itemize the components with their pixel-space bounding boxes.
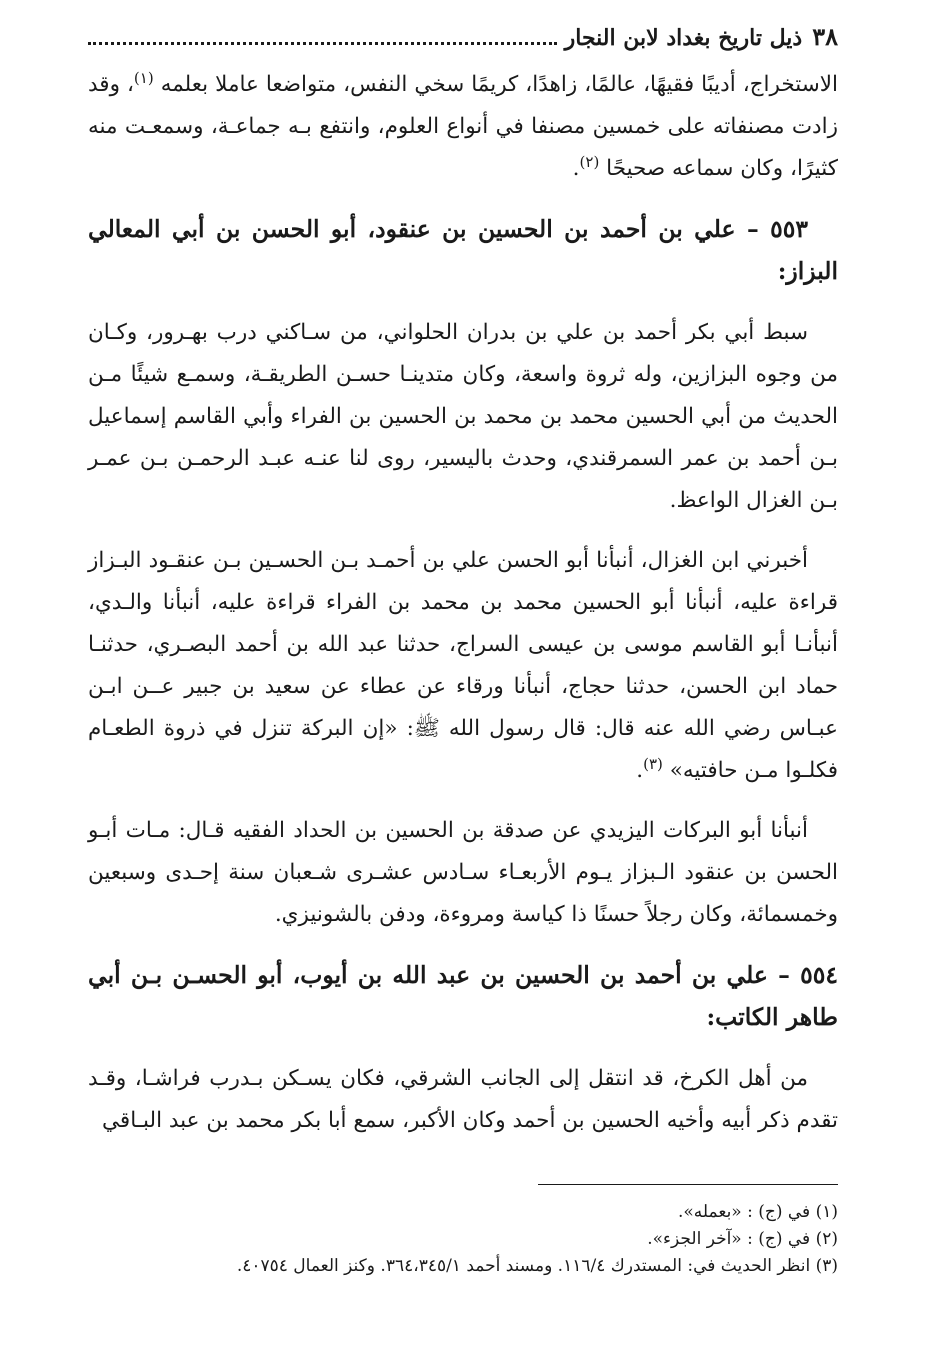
entry-554-heading: ٥٥٤ – علي بن أحمد بن الحسين بن عبد الله بن أيوب، أبو الحسـن بـن أبي طاهر الكاتب:	[88, 961, 838, 1031]
continuation-end: .	[572, 156, 580, 181]
continuation-paragraph	[88, 64, 838, 190]
entry-553-paragraph-2-end: .	[636, 758, 644, 783]
entry-553-paragraph-3: أنبأنا أبو البركات اليزيدي عن صدقة بن الحسين بن الحداد الفقيه قـال: مـات أبـو الحسن بن عنقود الـبزاز يـوم الأربعـاء سـادس عشـرى شـعبان سنة إحـدى وسبعين وخمسمائة، وكان رجلاً حسنًا ذا كياسة ومروءة، ودفن بالشونيزي.	[88, 818, 838, 927]
page-body	[88, 64, 838, 1142]
entry-553-paragraph-2-text: أخبرني ابن الغزال، أنبأنا أبو الحسن علي بن أحمـد بـن الحسـين بـن عنقـود البـزاز قراءة عليه، أنبأنا أبو الحسين محمد بن محمد بن الفراء قراءة عليه، أنبأنا والـدي، أنبأنـا أبو القاسم موسى بن عيسى السراج، حدثنا عبد الله بن أحمد البصـري، حدثنـا حماد ابن الحسن، حدثنا حجاج، أنبأنا ورقاء عن عطاء عن سعيد بن جبير عــن ابـن عبـاس رضي الله عنه قال: قال رسول الله ﷺ: «إن البركة تنزل في ذروة الطعـام فكلـوا مـن حافتيه»	[88, 548, 838, 783]
running-title: ذيل تاريخ بغداد لابن النجار	[564, 25, 803, 51]
page-number: ٣٨	[812, 22, 838, 51]
footnote-3: (٣) انظر الحديث في: المستدرك ١١٦/٤. ومسند أحمد ٣٦٤،٣٤٥/١. وكنز العمال ٤٠٧٥٤.	[236, 1256, 838, 1276]
entry-553-heading: ٥٥٣ – علي بن أحمد بن الحسين بن عنقود، أبو الحسن بن أبي المعالي البزاز:	[88, 215, 838, 285]
footnotes	[88, 1199, 838, 1280]
footnote-divider	[538, 1184, 838, 1185]
entry-553-paragraph-1: سبط أبي بكر أحمد بن علي بن بدران الحلواني، من سـاكني درب بهـرور، وكـان من وجوه البزازين، وله ثروة واسعة، وكان متدينـا حسـن الطريقـة، وسمـع شيئًا مـن الحديث من أبي الحسين محمد بن محمد بن الحسين بن الفراء وأبي القاسم إسماعيل بـن أحمد بن عمر السمرقندي، وحدث باليسير، روى لنا عنـه عبـد الرحمـن بـن عمـر بـن الغزال الواعظ.	[88, 320, 838, 513]
footnote-1: (١) في (ج) : «بعمله».	[678, 1202, 838, 1222]
entry-553-paragraph-2	[88, 540, 838, 792]
footnote-ref-2[interactable]: (٢)	[579, 152, 600, 171]
footnote-2: (٢) في (ج) : «آخر الجزء».	[647, 1229, 838, 1249]
header-dot-leader	[88, 28, 557, 45]
footnote-ref-3[interactable]: (٣)	[643, 754, 663, 773]
continuation-text-2: ، وقد زادت مصنفاته على خمسين مصنفا في أنواع العلوم، وانتفع بـه جماعـة، وسمعـت منه كثيرًا، وكان سماعه صحيحًا	[88, 72, 838, 181]
page-header	[88, 22, 838, 64]
continuation-text: الاستخراج، أديبًا فقيهًا، عالمًا، زاهدًا، كريمًا سخي النفس، متواضعا عاملا بعلمه	[160, 72, 838, 97]
footnote-ref-1[interactable]: (١)	[133, 68, 154, 87]
entry-554-paragraph-1: من أهل الكرخ، قد انتقل إلى الجانب الشرقي، فكان يسـكن بـدرب فراشـا، وقـد تقدم ذكر أبيه وأخيه الحسين بن أحمد وكان الأكبر، سمع أبا بكر محمد بن عبد البـاقي	[88, 1066, 838, 1133]
